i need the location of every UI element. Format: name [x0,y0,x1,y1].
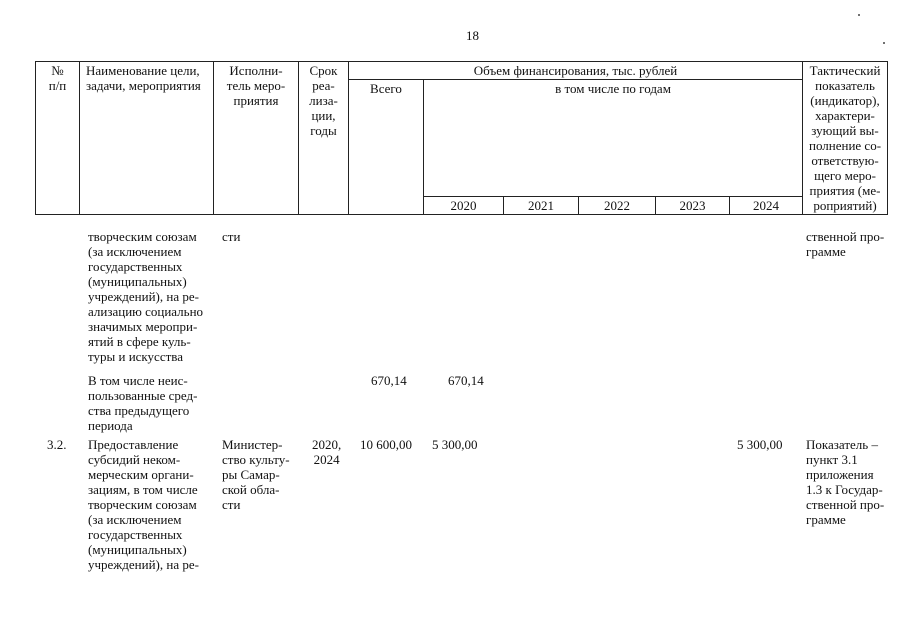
page-number: 18 [466,28,479,43]
header-by-years: в том числе по годам [424,80,803,197]
header-year: 2022 [579,197,656,215]
header-total: Всего [349,80,424,215]
header-indicator: Тактический показатель (индикатор), характери- зующий вы- полнение со- ответствую- щего меро- приятия (ме- роприятий) [803,62,888,215]
header-executor: Исполни- тель меро- приятия [214,62,299,215]
header-funding: Объем финансирования, тыс. рублей [349,62,803,80]
row-3-2-term: 2020, 2024 [312,437,342,467]
continued-row-name: творческим союзам (за исключением государственных (муниципальных) учреждений), на ре- ализацию социально значимых меропри- ятий в сфере куль- туры и искусства [88,229,204,364]
continued-row-indicator: ственной про- грамме [806,229,885,259]
header-year: 2020 [424,197,504,215]
unused-row-total: 670,14 [371,373,407,388]
row-3-2-num: 3.2. [47,437,67,452]
unused-row-name: В том числе неис- пользованные сред- ства предыдущего периода [88,373,198,433]
header-table [35,61,888,215]
header-num: № п/п [36,62,80,215]
continued-row-executor: сти [222,229,241,244]
row-3-2-executor: Министер- ство культу- ры Самар- ской обла- сти [222,437,290,512]
header-name: Наименование цели, задачи, мероприятия [80,62,214,215]
row-3-2-2020: 5 300,00 [432,437,478,452]
scan-speck [883,42,885,44]
row-3-2-2024: 5 300,00 [737,437,783,452]
header-year: 2023 [656,197,730,215]
row-3-2-name: Предоставление субсидий неком- мерческим органи- зациям, в том числе творческим союзам (за исключением государственных (муниципальных) учреждений), на ре- [88,437,199,572]
row-3-2-total: 10 600,00 [360,437,412,452]
header-year: 2021 [504,197,579,215]
header-term: Срок реа- лиза- ции, годы [299,62,349,215]
scan-speck [858,14,860,16]
unused-row-2020: 670,14 [448,373,484,388]
header-year: 2024 [730,197,803,215]
row-3-2-indicator: Показатель – пункт 3.1 приложения 1.3 к Государ- ственной про- грамме [806,437,885,527]
